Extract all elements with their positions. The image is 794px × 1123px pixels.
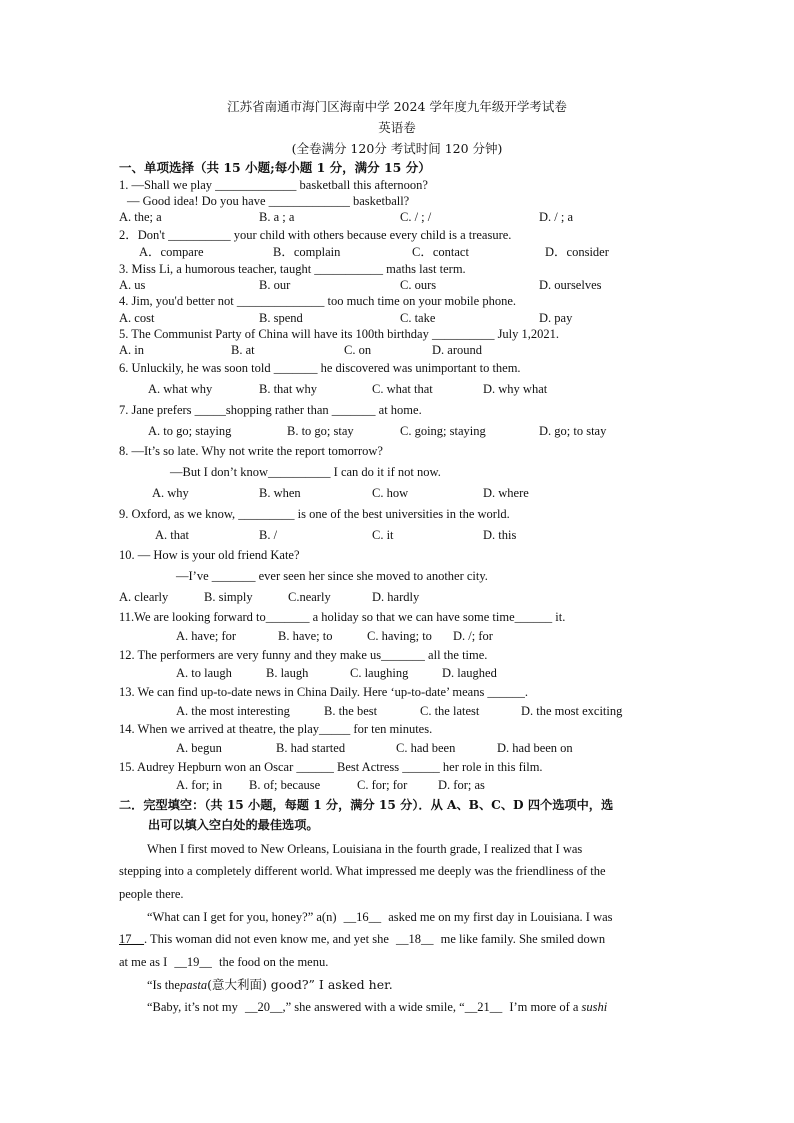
passage-text: “Is the bbox=[147, 978, 180, 992]
passage-text: I’m more of a bbox=[509, 1000, 579, 1014]
q14-option-d: D. had been on bbox=[497, 741, 573, 755]
q10-option-a: A. clearly bbox=[119, 590, 169, 604]
q9-option-d: D. this bbox=[483, 528, 517, 542]
q13-option-c: C. the latest bbox=[420, 704, 480, 718]
q5-stem: 5. The Communist Party of China will have its 100th birthday __________ July 1,2021. bbox=[119, 327, 560, 341]
q5-option-b: B. at bbox=[231, 343, 255, 357]
q6-option-c: C. what that bbox=[372, 382, 433, 396]
section-2-heading-line2: 出可以填入空白处的最佳选项。 bbox=[148, 818, 319, 832]
q4-option-d: D. pay bbox=[539, 311, 573, 325]
sushi-word: sushi bbox=[581, 1000, 608, 1014]
q12-stem: 12. The performers are very funny and they make us_______ all the time. bbox=[119, 648, 488, 662]
q15-stem: 15. Audrey Hepburn won an Oscar ______ Best Actress ______ her role in this film. bbox=[119, 760, 543, 774]
q9-stem: 9. Oxford, as we know, _________ is one of the best universities in the world. bbox=[119, 507, 510, 521]
q14-option-c: C. had been bbox=[396, 741, 456, 755]
q2-option-b: B．complain bbox=[273, 245, 341, 259]
q1-option-a: A. the; a bbox=[119, 210, 162, 224]
q9-option-c: C. it bbox=[372, 528, 394, 542]
q1-stem: 1. —Shall we play _____________ basketball this afternoon? bbox=[119, 178, 428, 192]
passage-text: the food on the menu. bbox=[219, 955, 329, 969]
q3-option-d: D. ourselves bbox=[539, 278, 602, 292]
q4-option-b: B. spend bbox=[259, 311, 303, 325]
passage-text: me like family. She smiled down bbox=[440, 932, 606, 946]
exam-subtitle: 英语卷 bbox=[378, 120, 416, 135]
q12-option-b: B. laugh bbox=[266, 666, 309, 680]
blank-21: __21__ bbox=[464, 1000, 503, 1014]
q10-option-b: B. simply bbox=[204, 590, 253, 604]
q13-option-b: B. the best bbox=[324, 704, 378, 718]
passage-text: ,” she answered with a wide smile, “ bbox=[282, 1000, 465, 1014]
passage-text: . This woman did not even know me, and yet she bbox=[144, 932, 389, 946]
q14-option-b: B. had started bbox=[276, 741, 346, 755]
q12-option-c: C. laughing bbox=[350, 666, 409, 680]
q6-option-b: B. that why bbox=[259, 382, 317, 396]
blank-20: __20__ bbox=[244, 1000, 283, 1014]
blank-19: __19__ bbox=[174, 955, 212, 969]
q14-stem: 14. When we arrived at theatre, the play_____ for ten minutes. bbox=[119, 722, 433, 736]
q13-stem: 13. We can find up-to-date news in China Daily. Here ‘up-to-date’ means ______. bbox=[119, 685, 529, 699]
q2-option-a: A．compare bbox=[139, 245, 204, 259]
passage-text: “Baby, it’s not my bbox=[147, 1000, 238, 1014]
q2-option-d: D．consider bbox=[545, 245, 609, 259]
q3-stem: 3. Miss Li, a humorous teacher, taught ___________ maths last term. bbox=[119, 262, 466, 276]
q1-stem2: — Good idea! Do you have _____________ basketball? bbox=[127, 194, 410, 208]
q1-option-b: B. a ; a bbox=[259, 210, 295, 224]
q10-option-d: D. hardly bbox=[372, 590, 420, 604]
q3-option-a: A. us bbox=[119, 278, 146, 292]
q11-option-b: B. have; to bbox=[278, 629, 333, 643]
q7-stem: 7. Jane prefers _____shopping rather than _______ at home. bbox=[119, 403, 422, 417]
q13-option-d: D. the most exciting bbox=[521, 704, 623, 718]
passage-text: (意大利面) good?” I asked her. bbox=[207, 977, 393, 992]
q2-stem: 2．Don't __________ your child with others because every child is a treasure. bbox=[119, 228, 512, 242]
q8-stem: 8. —It’s so late. Why not write the report tomorrow? bbox=[119, 444, 383, 458]
q8-option-a: A. why bbox=[152, 486, 189, 500]
passage-p1-line2: stepping into a completely different world. What impressed me deeply was the friendliness of the bbox=[119, 864, 606, 878]
passage-p1-line1: When I first moved to New Orleans, Louisiana in the fourth grade, I realized that I was bbox=[147, 842, 583, 856]
q10-stem2: —I’ve _______ ever seen her since she moved to another city. bbox=[176, 569, 488, 583]
passage-p2-line3 bbox=[119, 954, 328, 970]
q7-option-a: A. to go; staying bbox=[148, 424, 232, 438]
q15-option-d: D. for; as bbox=[438, 778, 485, 792]
q8-option-d: D. where bbox=[483, 486, 529, 500]
q2-option-c: C．contact bbox=[412, 245, 469, 259]
q12-option-a: A. to laugh bbox=[176, 666, 232, 680]
blank-18: __18__ bbox=[396, 932, 434, 946]
q8-option-b: B. when bbox=[259, 486, 301, 500]
q4-option-c: C. take bbox=[400, 311, 436, 325]
q3-option-b: B. our bbox=[259, 278, 291, 292]
q8-stem2: —But I don’t know__________ I can do it if not now. bbox=[170, 465, 441, 479]
q9-option-b: B. / bbox=[259, 528, 278, 542]
q7-option-c: C. going; staying bbox=[400, 424, 486, 438]
q6-stem: 6. Unluckily, he was soon told _______ he discovered was unimportant to them. bbox=[119, 361, 521, 375]
q11-option-a: A. have; for bbox=[176, 629, 237, 643]
q1-option-d: D. / ; a bbox=[539, 210, 574, 224]
q11-stem: 11.We are looking forward to_______ a holiday so that we can have some time______ it. bbox=[119, 610, 566, 624]
q15-option-a: A. for; in bbox=[176, 778, 223, 792]
q5-option-d: D. around bbox=[432, 343, 482, 357]
section-1-heading: 一、单项选择（共 15 小题;每小题 1 分，满分 15 分） bbox=[119, 160, 431, 175]
section-2-heading-line1: 二．完型填空：（共 15 小题，每题 1 分，满分 15 分）．从 A、B、C、D 四个选项中，选 bbox=[119, 798, 614, 812]
q7-option-d: D. go; to stay bbox=[539, 424, 607, 438]
passage-p3 bbox=[147, 977, 393, 993]
q4-option-a: A. cost bbox=[119, 311, 155, 325]
passage-p2-line2 bbox=[119, 931, 605, 947]
passage-p2-line1 bbox=[147, 909, 613, 925]
q14-option-a: A. begun bbox=[176, 741, 222, 755]
q6-option-d: D. why what bbox=[483, 382, 548, 396]
q7-option-b: B. to go; stay bbox=[287, 424, 354, 438]
q5-option-a: A. in bbox=[119, 343, 144, 357]
passage-text: “What can I get for you, honey?” a(n) bbox=[147, 910, 337, 924]
q13-option-a: A. the most interesting bbox=[176, 704, 290, 718]
q15-option-c: C. for; for bbox=[357, 778, 408, 792]
q8-option-c: C. how bbox=[372, 486, 409, 500]
q5-option-c: C. on bbox=[344, 343, 372, 357]
q9-option-a: A. that bbox=[155, 528, 190, 542]
passage-text: at me as I bbox=[119, 955, 168, 969]
exam-info: (全卷满分 120分 考试时间 120 分钟) bbox=[291, 141, 503, 156]
passage-p1-line3: people there. bbox=[119, 887, 184, 901]
q10-stem: 10. — How is your old friend Kate? bbox=[119, 548, 300, 562]
q3-option-c: C. ours bbox=[400, 278, 437, 292]
q6-option-a: A. what why bbox=[148, 382, 213, 396]
passage-text: asked me on my first day in Louisiana. I was bbox=[388, 910, 613, 924]
blank-16: __16__ bbox=[343, 910, 382, 924]
q1-option-c: C. / ; / bbox=[400, 210, 432, 224]
passage-p4 bbox=[147, 999, 607, 1015]
pasta-word: pasta bbox=[179, 978, 208, 992]
q15-option-b: B. of; because bbox=[249, 778, 321, 792]
q11-option-c: C. having; to bbox=[367, 629, 432, 643]
q4-stem: 4. Jim, you'd better not ______________ too much time on your mobile phone. bbox=[119, 294, 517, 308]
q11-option-d: D. /; for bbox=[453, 629, 493, 643]
q10-option-c: C.nearly bbox=[288, 590, 331, 604]
exam-title: 江苏省南通市海门区海南中学 2024 学年度九年级开学考试卷 bbox=[227, 99, 567, 114]
blank-17: 17__ bbox=[119, 932, 144, 946]
q12-option-d: D. laughed bbox=[442, 666, 497, 680]
